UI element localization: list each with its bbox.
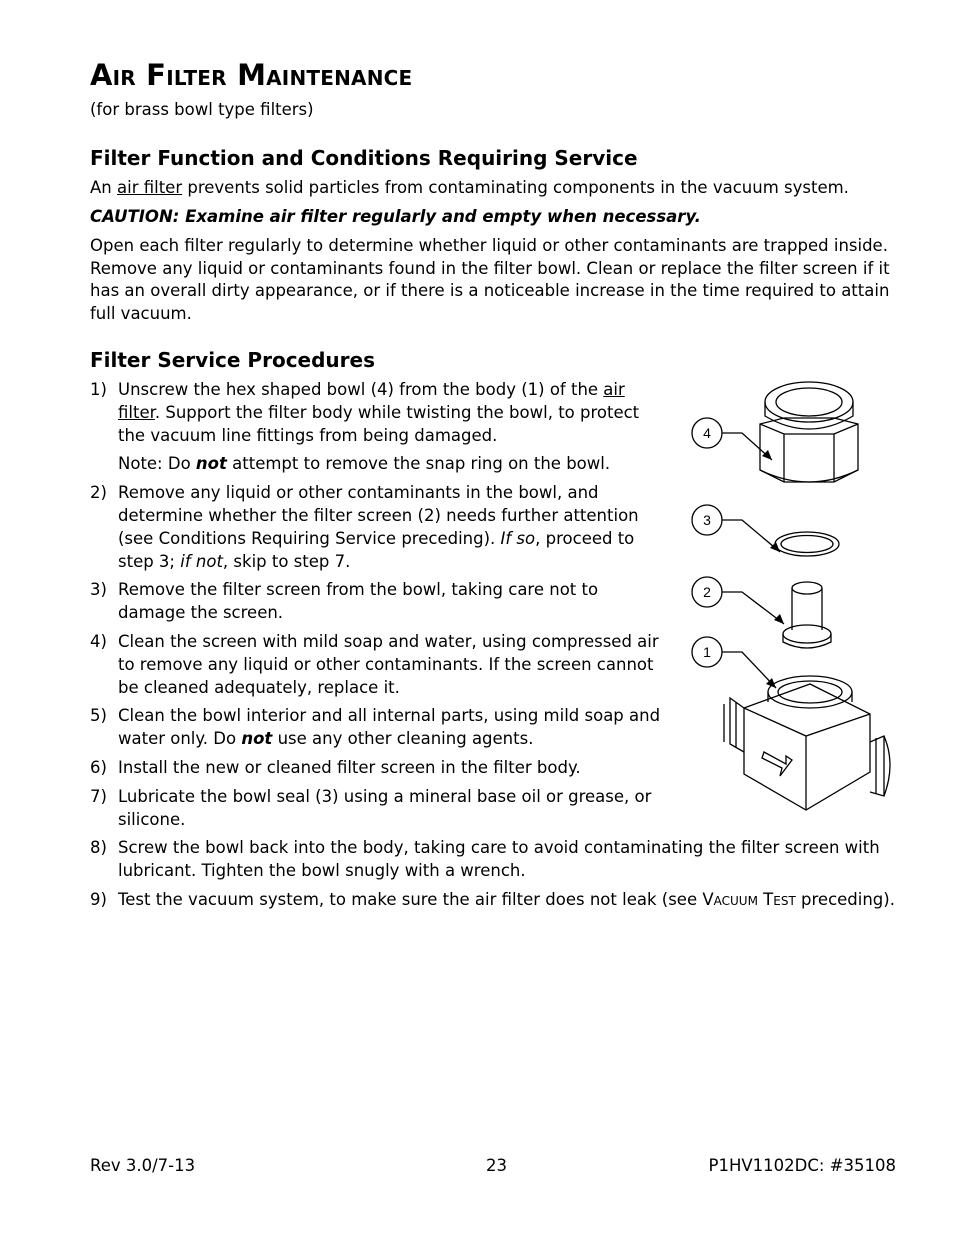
callout-2: 2 [703, 584, 711, 600]
filter-body-illustration [724, 676, 890, 810]
footer-document-id: P1HV1102DC: #35108 [708, 1156, 896, 1175]
callout-4: 4 [703, 425, 711, 441]
procedure-list [90, 379, 895, 918]
section-heading-procedures: Filter Service Procedures [90, 348, 375, 372]
filter-bowl-illustration [760, 382, 858, 482]
intro-paragraph: An air filter prevents solid particles from contaminating components in the vacuum system. [90, 178, 849, 197]
list-item: 4) Clean the screen with mild soap and water, using compressed air to remove any liquid or other contaminants. If the screen cannot be cleaned adequately, replace it. [90, 631, 659, 697]
air-filter-link: air filter [117, 178, 183, 197]
list-item: 1) Unscrew the hex shaped bowl (4) from the body (1) of the air filter. Support the filter body while twisting the bowl, to protect the vacuum line fittings from being damaged. [90, 380, 640, 445]
filter-screen-illustration [783, 582, 831, 648]
footer-revision: Rev 3.0/7-13 [90, 1156, 196, 1175]
note-text: Note: Do not attempt to remove the snap ring on the bowl. [118, 454, 611, 474]
callout-1: 1 [703, 644, 711, 660]
list-item: 3) Remove the filter screen from the bowl, taking care not to damage the screen. [90, 580, 599, 623]
list-item: 5) Clean the bowl interior and all internal parts, using mild soap and water only. Do not use any other cleaning agents. [90, 706, 661, 749]
page-subtitle: (for brass bowl type filters) [90, 100, 314, 119]
caution-text: CAUTION: Examine air filter regularly and empty when necessary. [90, 207, 701, 226]
list-item: 2) Remove any liquid or other contaminants in the bowl, and determine whether the filter screen (2) needs further attention (see Conditions Requiring Service preceding). If so, proceed to step 3; if not, skip to step 7. [90, 483, 639, 571]
service-conditions-paragraph: Open each filter regularly to determine whether liquid or other contaminants are trapped inside. Remove any liquid or contaminants found in the filter bowl. Clean or replace the filter screen if it has an overall dirty appearance, or if there is a noticeable increase in the time required to attain full vacuum. [90, 236, 890, 323]
list-item: 6) Install the new or cleaned filter screen in the filter body. [90, 757, 581, 777]
page-title: Air Filter Maintenance [90, 58, 413, 92]
list-item: 9) Test the vacuum system, to make sure the air filter does not leak (see Vacuum Test preceding). [90, 889, 895, 909]
footer-page-number: 23 [486, 1156, 507, 1175]
callout-3: 3 [703, 512, 711, 528]
list-item: 8) Screw the bowl back into the body, taking care to avoid contaminating the filter screen with lubricant. Tighten the bowl snugly with a wrench. [90, 838, 880, 881]
list-item: 7) Lubricate the bowl seal (3) using a mineral base oil or grease, or silicone. [90, 786, 652, 829]
air-filter-exploded-diagram [684, 372, 904, 817]
section-heading-function: Filter Function and Conditions Requiring Service [90, 146, 638, 170]
bowl-seal-illustration [775, 532, 839, 556]
